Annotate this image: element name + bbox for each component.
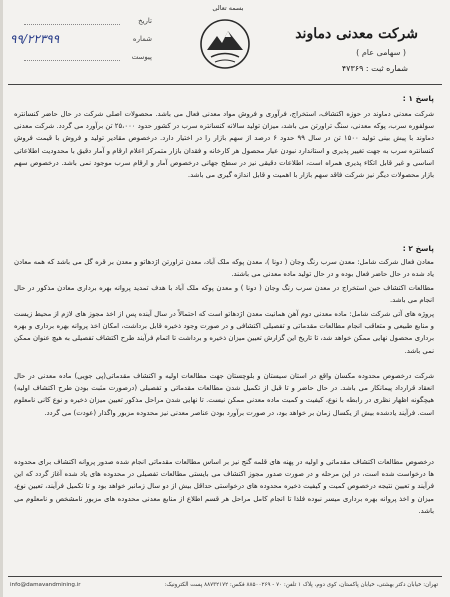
- footer: [10, 582, 438, 588]
- answer-2-paragraph-1: معادن فعال شرکت شامل: معدن سرب رنگ وجان ( دونا )، معدن پوکه ملک آباد، معدن تراورتن اژدهاتو و معدن بر قره گل می باشد که همه معادن یاد شده در حال حاضر فعال بوده و در حال تولید ماده معدنی می باشند.: [14, 258, 434, 279]
- footer-address: تهران: خیابان دکتر بهشتی، خیابان پاکستان، کوی دوم، پلاک ۱ تلفن: ۷۰ - ۸۸۵۰۰۲۶۹ فکس: ۸۸۷۳۲۱۷۲ پست الکترونیک:: [164, 582, 438, 588]
- footer-email: info@damavandmining.ir: [10, 582, 81, 588]
- answer-2-paragraph-3: پروژه های آتی شرکت شامل: ماده معدنی دوم آهن همانیت معدن اژدهاتو است که احتمالاً در سال آینده پس از اخذ مجوز های لازم از محیط زیست و منابع طبیعی و متعاقب انجام مطالعات مقدماتی و تفصیلی اکتشافی و در صورت وجود ذخیره قابل برداشت، امکان اخذ پروانه بهره برداری و بهره برداری محصول نهایی ممکن خواهد شد، تا تاریخ این گزارش تعیین میزان ذخیره و برداشت تا اتمام فرآیند طرح اکتشاف تفصیلی به هیچ عنوان ممکن نمی باشد.: [14, 310, 434, 355]
- letter-number-handwritten: ۹۹/۲۲۳۹۹: [10, 32, 60, 46]
- header-divider: [8, 84, 442, 85]
- answer-1-title: پاسخ ۱ :: [402, 94, 434, 103]
- answer-2-paragraph-4: شرکت درخصوص محدوده مکسان واقع در استان سیستان و بلوچستان جهت مطالعات اولیه و اکتشاف مقدماتی(پی جویی) ماده معدنی در حال انعقاد قرارداد پیمانکار می باشد. در حال حاضر و تا قبل از تکمیل شدن مطالعات مقدماتی و تفصیلی (درصورت مثبت بودن طرح اکتشاف اولیه) هیچگونه اظهار نظری در رابطه با نوع، کیفیت و کمیت ماده معدنی ممکن نیست. تا نهایی شدن مراحل مذکور تعیین میزان ذخیره و نوع کانی نامعلوم است. فرآیند یادشده بیش از یکسال زمان بر خواهد بود، در صورت برآورد بودن عناصر معدنی نیز محدوده مزبور واگذار (عودت) می گردد.: [14, 372, 434, 417]
- answer-2-title: پاسخ ۲ :: [402, 244, 434, 253]
- attachment-label: پیوست: [131, 53, 152, 61]
- footer-divider: [8, 576, 442, 577]
- answer-1-paragraph: شرکت معدنی دماوند در حوزه اکتشاف، استخراج، فرآوری و فروش مواد معدنی فعال می باشد. محصولات اصلی شرکت در حال حاضر کنسانتره سولفوره سرب، پوکه معدنی، سنگ تراورتن می باشد، میزان تولید سالانه کنسانتره سرب در کشور حدود ۲۵،۰۰۰ تن برآورد می گردد. شرکت معدنی دماوند با پیش بینی تولید ۱۵۰۰ تن در سال ۹۹ حدود ۶ درصد از سهم بازار را در اختیار دارد. درخصوص مقادیر تولید و فروش با قیمت فروش کنسانتره سرب به جهت تغییر پذیری و استاندارد نبودن عیار محصول هر کارخانه و فقدان بازار متمرکز اعلام ارقام و آمار دقیق با محدودیت اطلاعاتی اساسی و غیر قابل اتکاء پذیری همراه است، اطلاعات دقیقی نیز در سطح جهانی درخصوص آمار و ارقام سرب موجود نمی باشد. درخصوص سهم بازار محصولات دیگر نیز شرکت فاقد سهم بازار با اهمیت و قابل اندازه گیری می باشد.: [14, 110, 435, 180]
- number-row: [10, 32, 152, 46]
- company-type: ( سهامی عام ): [356, 48, 406, 57]
- date-row: [10, 14, 152, 28]
- company-logo-icon: [197, 14, 253, 72]
- attachment-dotted-line: [24, 60, 120, 61]
- answer-2-paragraph-2: مطالعات اکتشاف حین استخراج در معدن سرب رنگ وجان ( دونا ) و معدن پوکه ملک آباد با هدف تمدید پروانه بهره برداری معادن مذکور در حال انجام می باشد.: [14, 284, 434, 305]
- basmala: بسمه تعالی: [212, 4, 244, 12]
- page-edge: [0, 0, 3, 597]
- date-label: تاریخ: [138, 17, 152, 25]
- date-dotted-line: [24, 24, 120, 25]
- registration-number: شماره ثبت : ۴۷۳۶۹: [341, 64, 408, 73]
- company-name: شرکت معدنی دماوند: [295, 26, 418, 42]
- answer-2-paragraph-5: درخصوص مطالعات اکتشاف مقدماتی و اولیه در پهنه های قلمه گنج نیز بر اساس مطالعات مقدماتی انجام شده صدور پروانه اکتشاف برای محدوده ها درخواست شده است، در این مرحله و در صورت صدور مجوز اکتشاف می بایستی مطالعات تفصیلی در محدوده های یاد شده آغاز گردد که این فرآیند و تعیین نتیجه درخصوص کمیت و کیفیت ذخیره محدوده های درخواستی حداقل بیش از دو سال زمانبر خواهد بود و تا تکمیل فرآیند، تعیین نوع، میزان و اخذ پروانه بهره برداری میسر نبوده فلذا تا انجام کامل مراحل هر قسم اطلاع از منابع معدنی محدوده های مزبور نامشخص و نامعلوم می باشد.: [14, 458, 434, 515]
- attachment-row: [10, 50, 152, 64]
- number-label: شماره: [132, 35, 152, 43]
